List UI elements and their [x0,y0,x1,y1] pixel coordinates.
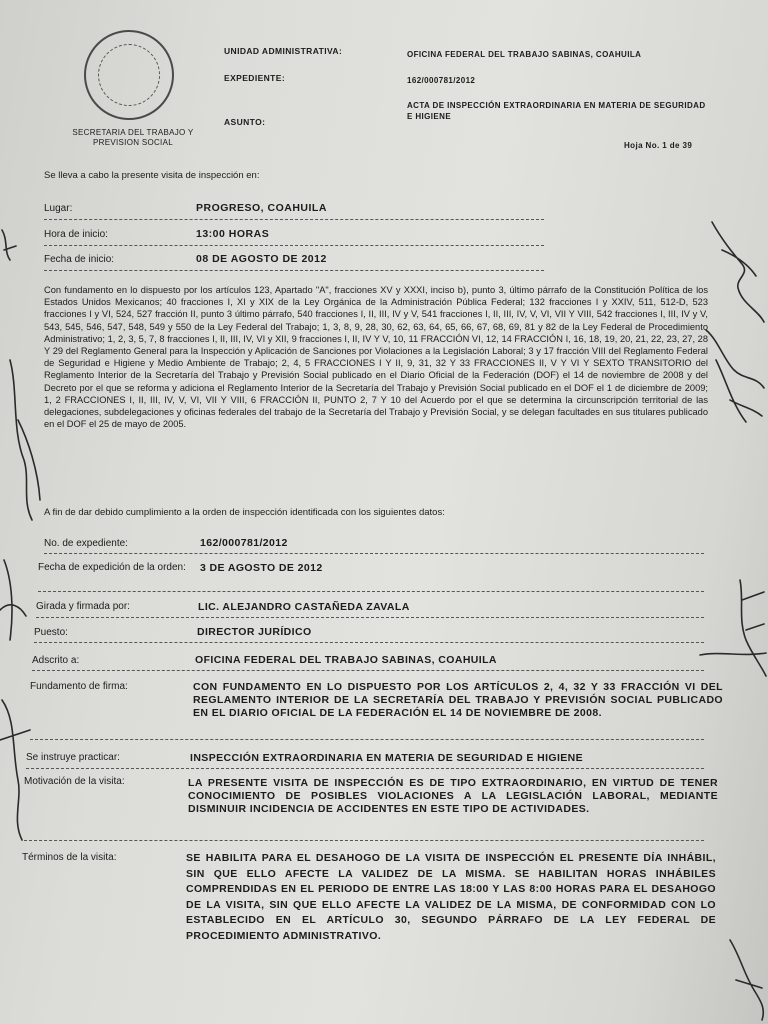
file-value: 162/000781/2012 [407,76,476,85]
position-value: DIRECTOR JURÍDICO [197,626,312,638]
legal-basis-paragraph: Con fundamento en lo dispuesto por los artículos 123, Apartado "A", fracciones XV y XXXI, inciso b), punto 3, último párrafo de la Constitución Política de los Estados Unidos Mexicanos; 40 fracciones I, XI y XIX de la Ley Orgánica de la Administración Pública Federal; 132 fracciones I y XXIV, 511, 512-D, 523 fracciones I y VI, 524, 527 fracción II, punto 3 último párrafo, 540 fracciones I, II, III, IV y V, 541 fracciones I, II, III, IV, V, VI, VII Y VIII, 542 fracciones I, III, IV y V, 543, 545, 546, 547, 548, 549 y 550 de la Ley Federal del Trabajo; 1, 3, 8, 9, 28, 30, 62, 63, 64, 65, 66, 67, 68, 69, 81 y 82 de la Ley Federal de Procedimiento Administrativo; 1, 2, 3, 5, 7, 8 fracciones I, II, III, IV, VI y XII, 9 fracciones I, II, IV Y V, 10, 11 FRACCIÓN VI, 12, 14 FRACCIÓN I, 16, 18, 19, 20, 21, 22, 23, 27, 28 Y 29 del Reglamento General para la Inspección y Aplicación de Sanciones por Violaciones a la Legislación Laboral; 3 y 17 fracción VIII del Reglamento Federal de Seguridad e Higiene y Medio Ambiente de Trabajo; 2, 4, 5 FRACCIONES I Y II, 9, 31, 32 Y 33 FRACCIONES II, V Y VI Y SEXTO TRANSITORIO del Reglamento Interior de la Secretaría del Trabajo y Previsión Social publicado en el Diario Oficial de la Federación (DOF) el 14 de noviembre de 2008 y del Decreto por el que se reforma y adiciona el Reglamento Interior de la Secretaría del Trabajo y Previsión Social publicado en el DOF el 1 de diciembre de 2009; 1, 2 FRACCIONES I, II, III, IV, V, VI, VII Y VIII, 6 FRACCIÓN II, PUNTO 2, 7 Y 10 del Acuerdo por el que se determina la circunscripción territorial de las delegaciones, subdelegaciones y oficinas federales del trabajo de la Secretaría del Trabajo y Previsión Social, y se delegan facultades en sus titulares publicado en el DOF el 25 de mayo de 2005. [44,285,708,430]
assigned-value: OFICINA FEDERAL DEL TRABAJO SABINAS, COAHUILA [195,654,497,666]
file-no-value: 162/000781/2012 [200,537,288,549]
terms-label: Términos de la visita: [22,852,117,863]
instructs-value: INSPECCIÓN EXTRAORDINARIA EN MATERIA DE SEGURIDAD E HIGIENE [190,752,584,764]
intro-text: Se lleva a cabo la presente visita de inspección en: [44,170,260,181]
signature-scribble [700,653,766,655]
signature-scribble [2,230,16,260]
start-time-label: Hora de inicio: [44,229,108,240]
file-no-label: No. de expediente: [44,538,128,549]
signature-basis-label: Fundamento de firma: [30,681,128,692]
file-label: EXPEDIENTE: [224,73,286,83]
signed-by-value: LIC. ALEJANDRO CASTAÑEDA ZAVALA [198,601,410,613]
place-label: Lugar: [44,203,73,214]
order-lead-text: A fin de dar debido cumplimiento a la orden de inspección identificada con los siguientes datos: [44,507,445,518]
signature-scribble [10,360,40,520]
position-label: Puesto: [34,627,68,638]
signature-scribble [706,330,764,422]
signature-scribble [0,560,26,640]
subject-label: ASUNTO: [224,117,266,127]
instructs-label: Se instruye practicar: [26,752,120,763]
issue-date-value: 3 DE AGOSTO DE 2012 [200,562,323,574]
signature-scribble [712,222,764,322]
signature-scribble [740,580,766,676]
signature-scribble [0,700,30,840]
signed-by-label: Girada y firmada por: [36,601,130,612]
start-date-label: Fecha de inicio: [44,254,115,265]
motivation-label: Motivación de la visita: [24,776,125,787]
subject-value: ACTA DE INSPECCIÓN EXTRAORDINARIA EN MATERIA DE SEGURIDAD E HIGIENE [407,101,706,121]
page-number: Hoja No. 1 de 39 [624,141,693,150]
signature-basis-value: CON FUNDAMENTO EN LO DISPUESTO POR LOS ARTÍCULOS 2, 4, 32 Y 33 FRACCIÓN VI DEL REGLAMENTO INTERIOR DE LA SECRETARÍA DEL TRABAJO Y PREVISIÓN SOCIAL PUBLICADO EN EL DIARIO OFICIAL DE LA FEDERACIÓN EL 14 DE NOVIEMBRE DE 2008. [193,681,723,719]
terms-value: SE HABILITA PARA EL DESAHOGO DE LA VISITA DE INSPECCIÓN EL PRESENTE DÍA INHÁBIL, SIN QUE ELLO AFECTE LA VALIDEZ DE LA MISMA. SE HABILITAN HORAS INHÁBILES COMPRENDIDAS EN EL PERIODO DE ENTRE LAS 18:00 Y LAS 8:00 HORAS PARA EL DESAHOGO DE LA VISITA, SIN QUE ELLO AFECTE LA VALIDEZ DE LA MISMA, DE CONFORMIDAD CON LO ESTABLECIDO EN EL ARTÍCULO 30, SEGUNDO PÁRRAFO DE LA LEY FEDERAL DE PROCEDIMIENTO ADMINISTRATIVO. [186,852,716,942]
start-date-value: 08 DE AGOSTO DE 2012 [196,253,327,265]
start-time-value: 13:00 HORAS [196,228,270,240]
motivation-value: LA PRESENTE VISITA DE INSPECCIÓN ES DE TIPO EXTRAORDINARIO, EN VIRTUD DE TENER CONOCIMIENTO DE POSIBLES VIOLACIONES A LA LEGISLACIÓN LABORAL, MEDIANTE DISMINUIR INCIDENCIA DE ACCIDENTES EN ESTE TIPO DE ACTIVIDADES. [188,777,718,815]
signature-scribble [730,940,763,1020]
assigned-label: Adscrito a: [32,655,80,666]
issue-date-label: Fecha de expedición de la orden: [38,562,186,573]
unit-label: UNIDAD ADMINISTRATIVA: [224,46,343,56]
agency-name: SECRETARIA DEL TRABAJO Y PREVISION SOCIAL [72,128,194,147]
unit-value: OFICINA FEDERAL DEL TRABAJO SABINAS, COAHUILA [407,50,642,59]
place-value: PROGRESO, COAHUILA [196,202,327,214]
